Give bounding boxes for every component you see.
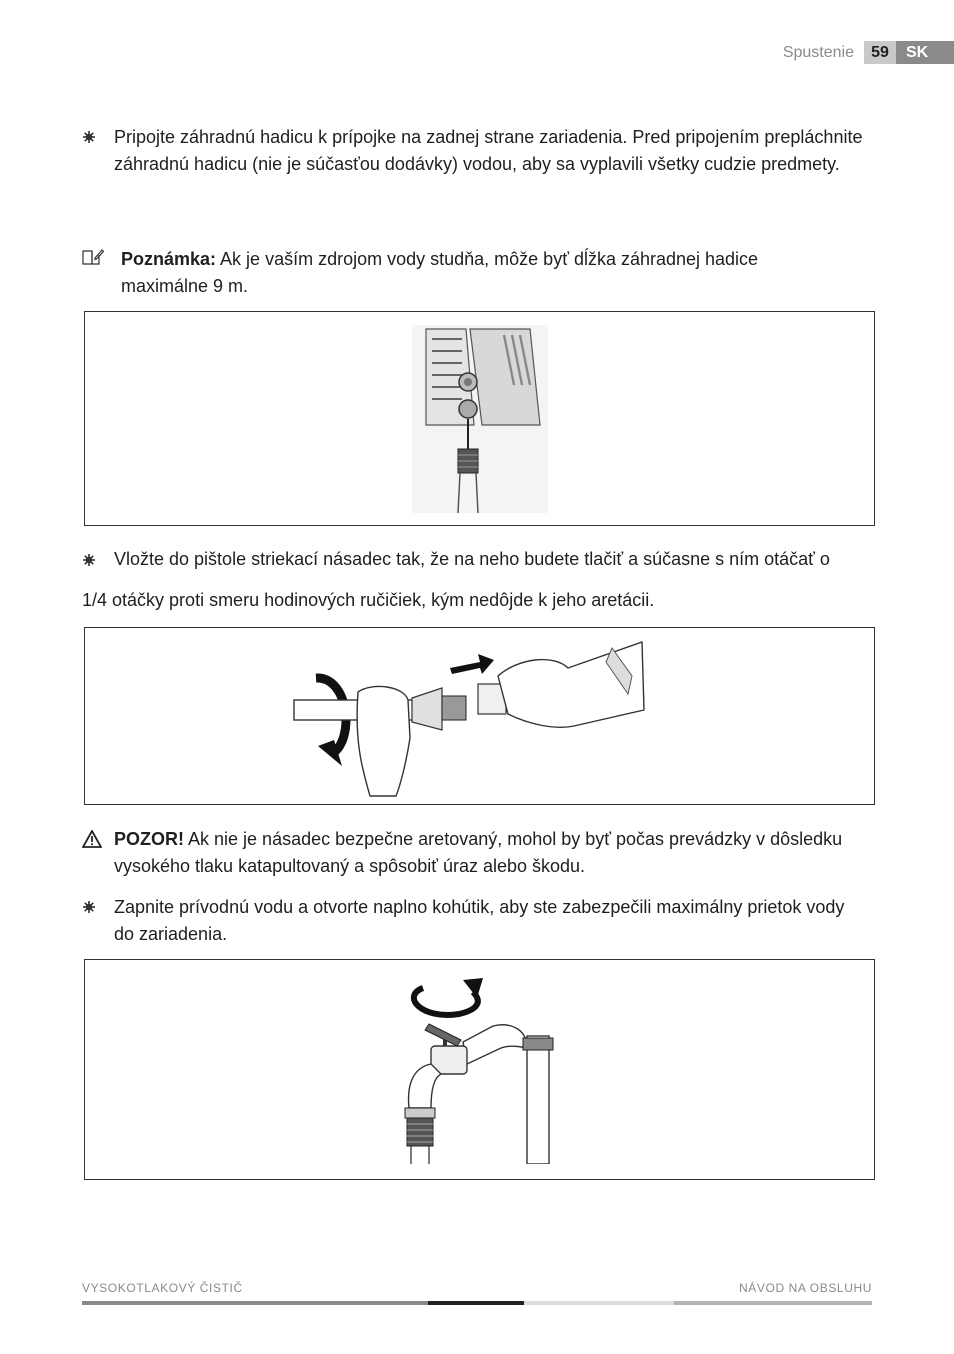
warning-block (114, 826, 864, 880)
water-tap-illustration (401, 968, 561, 1164)
bullet-icon (83, 554, 95, 566)
step-insert-nozzle-line2: 1/4 otáčky proti smeru hodinových ručičiek, kým nedôjde k jeho aretácii. (82, 590, 655, 610)
warning-label: POZOR! (114, 829, 184, 849)
section-title: Spustenie (782, 44, 854, 61)
note-text: Ak je vaším zdrojom vody studňa, môže byť dĺžka záhradnej hadice maximálne 9 m. (121, 249, 759, 296)
step-open-water: Zapnite prívodnú vodu a otvorte naplno kohútik, aby ste zabezpečili maximálny prietok vody do zariadenia. (114, 897, 845, 944)
step-connect-hose: Pripojte záhradnú hadicu k prípojke na zadnej strane zariadenia. Pred pripojením prepláchnite záhradnú hadicu (nie je súčasťou dodávky) vodou, aby sa vyplavili všetky cudzie predmety. (114, 127, 863, 174)
warning-text: Ak nie je násadec bezpečne aretovaný, mohol by byť počas prevádzky v dôsledku vysokého tlaku katapultovaný a spôsobiť úraz alebo škodu. (114, 829, 843, 876)
language-tab: SK (896, 41, 954, 64)
hose-connection-illustration (412, 325, 548, 513)
footer-manual-title: NÁVOD NA OBSLUHU (739, 1281, 872, 1295)
note-book-icon (82, 248, 104, 266)
warning-triangle-icon (82, 830, 102, 848)
bullet-icon (83, 901, 95, 913)
bullet-icon (83, 131, 95, 143)
figure-water-tap (84, 959, 875, 1180)
footer-bar-segment (674, 1301, 872, 1305)
footer-bar-segment (428, 1301, 524, 1305)
figure-nozzle-insertion (84, 627, 875, 805)
footer-bar-segment (82, 1301, 428, 1305)
figure-hose-connection (84, 311, 875, 526)
note-label: Poznámka: (121, 249, 217, 269)
nozzle-insertion-illustration (292, 634, 646, 798)
footer-bar-segment (524, 1301, 674, 1305)
page-number: 59 (864, 41, 896, 64)
footer-product-name: VYSOKOTLAKOVÝ ČISTIČ (82, 1281, 243, 1295)
step-insert-nozzle-line1: Vložte do pištole striekací násadec tak, že na neho budete tlačiť a súčasne s ním otáčať o (114, 549, 830, 569)
note-block (121, 246, 821, 300)
